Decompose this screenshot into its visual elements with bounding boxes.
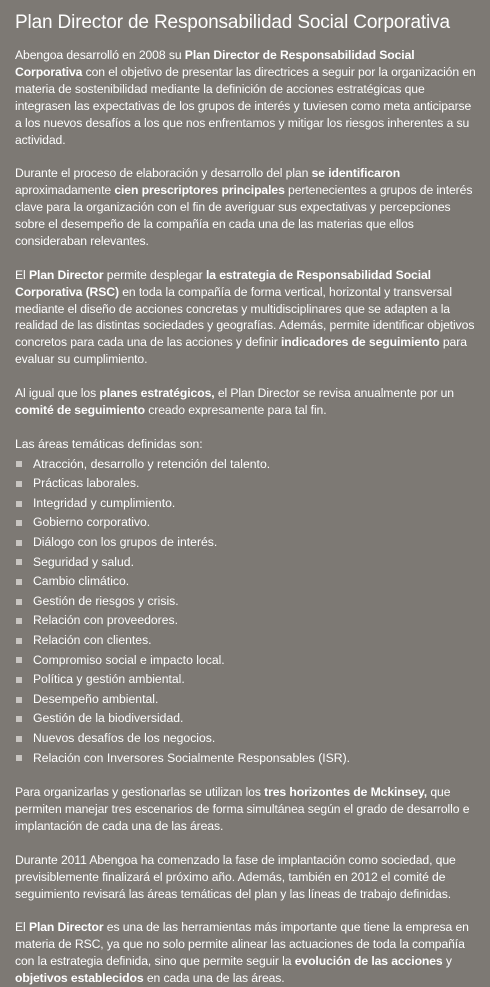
text-run: permite desplegar <box>103 267 206 282</box>
bold-run: cien prescriptores principales <box>114 183 285 198</box>
list-item-label: Gobierno corporativo. <box>33 515 151 530</box>
text-run: con el objetivo de presentar las directrices a seguir por la organización en materia de sostenibilidad mediante la definición de acciones estratégicas que integrasen las expectativas de los grupos de interés y tuviesen como meta anticiparse a los nuevos desafíos a los que nos enfrentamos y mitigar los riesgos inherentes a su actividad. <box>15 64 476 147</box>
bullet-icon <box>16 579 22 585</box>
paragraph-prescriptores <box>15 165 478 250</box>
list-item <box>15 592 478 612</box>
list-item-label: Cambio climático. <box>33 574 130 589</box>
list-item <box>15 709 478 729</box>
list-item <box>15 651 478 671</box>
text-run: en toda la compañía de forma vertical, horizontal y transversal mediante el diseño de acciones concretas y multidisciplinares que se adapten a la realidad de las distintas sociedades y geografías. Además, permite identificar objetivos concretos para cada una de las acciones y definir <box>15 284 475 350</box>
text-run: el Plan Director se revisa anualmente por un <box>214 386 454 401</box>
text-run: Para organizarlas y gestionarlas se utilizan los <box>15 785 265 800</box>
list-item-label: Gestión de riesgos y crisis. <box>33 593 179 608</box>
bullet-icon <box>16 657 22 663</box>
list-item <box>15 749 478 769</box>
list-item-label: Seguridad y salud. <box>33 554 134 569</box>
bullet-icon <box>16 461 22 467</box>
bullet-icon <box>16 540 22 546</box>
list-item <box>15 729 478 749</box>
list-item-label: Relación con proveedores. <box>33 613 178 628</box>
list-item-label: Gestión de la biodiversidad. <box>33 711 184 726</box>
list-item <box>15 553 478 573</box>
bold-run: Plan Director de Responsabilidad Social Corporativa <box>15 48 415 79</box>
text-run: es una de las herramientas más importante que tiene la empresa en materia de RSC, ya que no solo permite alinear las actuaciones de toda la compañía con la estrategia definida, sino que permite seguir la <box>15 920 469 969</box>
areas-list-intro: Las áreas temáticas definidas son: <box>15 436 203 451</box>
bold-run: Plan Director <box>28 267 104 282</box>
bold-run: Plan Director <box>28 920 104 935</box>
paragraph-estrategia <box>15 267 478 368</box>
list-item-label: Compromiso social e impacto local. <box>33 652 225 667</box>
text-run: El <box>15 920 29 935</box>
list-item-label: Desempeño ambiental. <box>33 691 159 706</box>
list-item <box>15 513 478 533</box>
list-item <box>15 690 478 710</box>
list-item-label: Prácticas laborales. <box>33 476 140 491</box>
paragraph-mckinsey <box>15 784 478 835</box>
list-item-label: Relación con Inversores Socialmente Responsables (ISR). <box>33 750 351 765</box>
text-run: Abengoa desarrolló en 2008 su <box>15 48 185 62</box>
list-item <box>15 455 478 475</box>
bullet-icon <box>16 501 22 507</box>
list-item-label: Diálogo con los grupos de interés. <box>33 535 218 550</box>
bold-run: objetivos establecidos <box>15 971 144 986</box>
areas-list <box>15 455 478 769</box>
list-item-label: Atracción, desarrollo y retención del talento. <box>33 456 271 471</box>
paragraph-implantacion <box>15 852 478 903</box>
text-run: aproximadamente <box>15 183 115 198</box>
bullet-icon <box>16 559 22 565</box>
bullet-icon <box>16 599 22 605</box>
list-item <box>15 474 478 494</box>
bullet-icon <box>16 677 22 683</box>
text-run: Durante 2011 Abengoa ha comenzado la fase de implantación como sociedad, que previsiblemente finalizará el próximo año. Además, también en 2012 el comité de seguimiento revisará las áreas temáticas del plan y las líneas de trabajo definidas. <box>15 852 456 901</box>
list-item-label: Integridad y cumplimiento. <box>33 495 176 510</box>
bullet-icon <box>16 618 22 624</box>
text-run: en cada una de las áreas. <box>143 971 285 986</box>
list-item-label: Política y gestión ambiental. <box>33 672 185 687</box>
bullet-icon <box>16 716 22 722</box>
list-item-label: Nuevos desafíos de los negocios. <box>33 731 216 745</box>
bold-run: planes estratégicos, <box>99 386 215 401</box>
bullet-icon <box>16 755 22 761</box>
bold-run: tres horizontes de Mckinsey, <box>264 785 428 800</box>
bullet-icon <box>16 697 22 703</box>
bullet-icon <box>16 638 22 644</box>
text-run: pertenecientes a grupos de interés clave para la organización con el fin de averiguar sus expectativas y percepciones sobre el desempeño de la compañía en cada una de las materias que ellos consideraban relevantes. <box>15 183 473 248</box>
list-item-label: Relación con clientes. <box>33 633 152 648</box>
text-run: Al igual que los <box>15 386 100 401</box>
bullet-icon <box>16 736 22 742</box>
list-item <box>15 572 478 592</box>
bold-run: comité de seguimiento <box>15 402 145 417</box>
list-item <box>15 611 478 631</box>
bullet-icon <box>16 481 22 487</box>
page-title: Plan Director de Responsabilidad Social Corporativa <box>15 12 450 33</box>
list-item <box>15 533 478 553</box>
text-run: para evaluar su cumplimiento. <box>15 335 467 367</box>
bold-run: indicadores de seguimiento <box>281 335 440 350</box>
text-run: Durante el proceso de elaboración y desarrollo del plan <box>15 166 312 181</box>
paragraph-conclusion <box>15 919 478 987</box>
bold-run: se identificaron <box>311 166 401 181</box>
paragraph-intro <box>15 47 478 148</box>
paragraph-comite <box>15 385 478 419</box>
list-item <box>15 670 478 690</box>
text-run: El <box>15 267 29 282</box>
bold-run: la estrategia de Responsabilidad Social Corporativa (RSC) <box>15 267 431 299</box>
bullet-icon <box>16 520 22 526</box>
text-run: creado expresamente para tal fin. <box>144 402 327 417</box>
text-run: y <box>442 954 452 969</box>
text-run: que permiten manejar tres escenarios de forma simultánea según el grado de desarrollo e implantación de cada una de las áreas. <box>15 785 470 833</box>
list-item <box>15 631 478 651</box>
bold-run: evolución de las acciones <box>294 954 443 969</box>
list-item <box>15 494 478 514</box>
